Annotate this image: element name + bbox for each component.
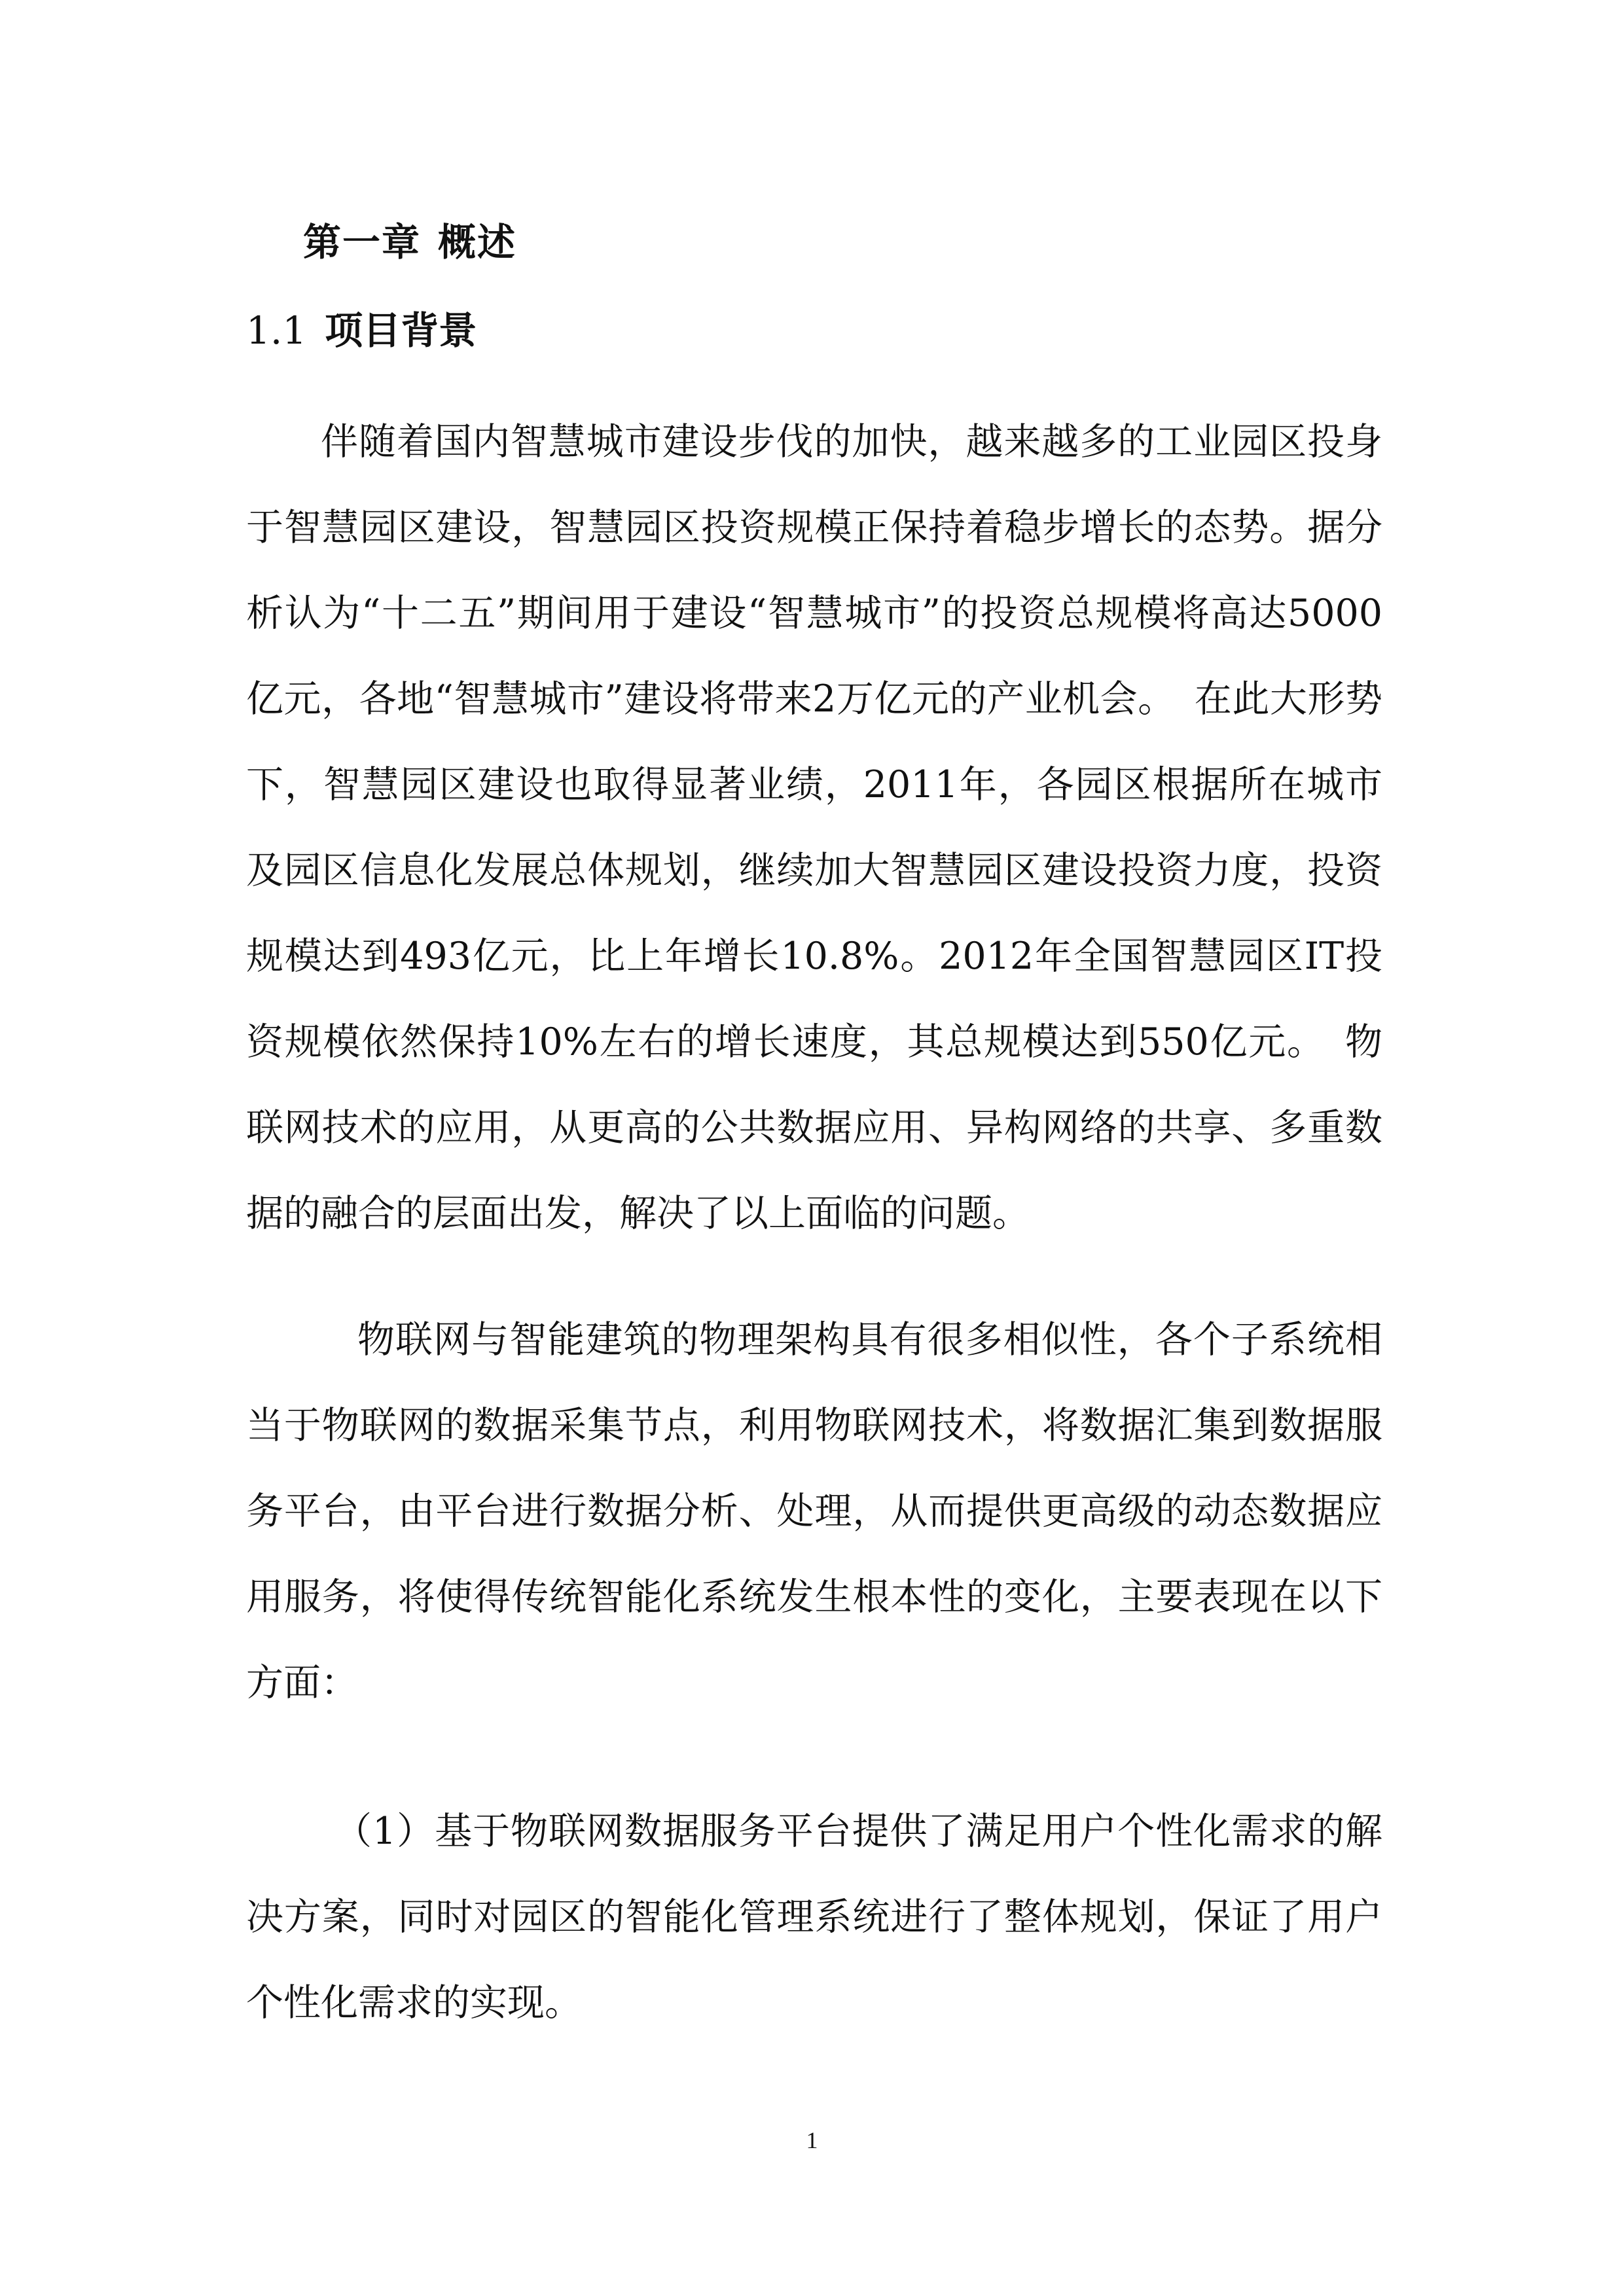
body-paragraph: （1）基于物联网数据服务平台提供了满足用户个性化需求的解决方案，同时对园区的智能化管理系统进行了整体规划，保证了用户个性化需求的实现。 bbox=[246, 1810, 1382, 2024]
section-number: 1.1 bbox=[246, 308, 307, 353]
chapter-title: 概述 bbox=[438, 220, 517, 264]
chapter-number: 第一章 bbox=[303, 220, 422, 264]
page-number: 1 bbox=[806, 2127, 818, 2153]
body-paragraph: 伴随着国内智慧城市建设步伐的加快，越来越多的工业园区投身于智慧园区建设，智慧园区投资规模正保持着稳步增长的态势。据分析认为“十二五”期间用于建设“智慧城市”的投资总规模将高达5000亿元，各地“智慧城市”建设将带来2万亿元的产业机会。 在此大形势下，智慧园区建设也取得显著业绩，2011年，各园区根据所在城市及园区信息化发展总体规划，继续加大智慧园区建设投资力度，投资规模达到493亿元，比上年增长10.8%。2012年全国智慧园区IT投资规模依然保持10%左右的增长速度，其总规模达到550亿元。 物联网技术的应用，从更高的公共数据应用、异构网络的共享、多重数据的融合的层面出发，解决了以上面临的问题。 bbox=[246, 420, 1382, 1235]
section-title: 项目背景 bbox=[325, 308, 477, 353]
body-paragraph: 物联网与智能建筑的物理架构具有很多相似性，各个子系统相当于物联网的数据采集节点，利用物联网技术，将数据汇集到数据服务平台，由平台进行数据分析、处理，从而提供更高级的动态数据应用服务，将使得传统智能化系统发生根本性的变化，主要表现在以下方面： bbox=[246, 1318, 1382, 1704]
chapter-heading bbox=[303, 216, 516, 268]
section-heading bbox=[246, 304, 477, 357]
